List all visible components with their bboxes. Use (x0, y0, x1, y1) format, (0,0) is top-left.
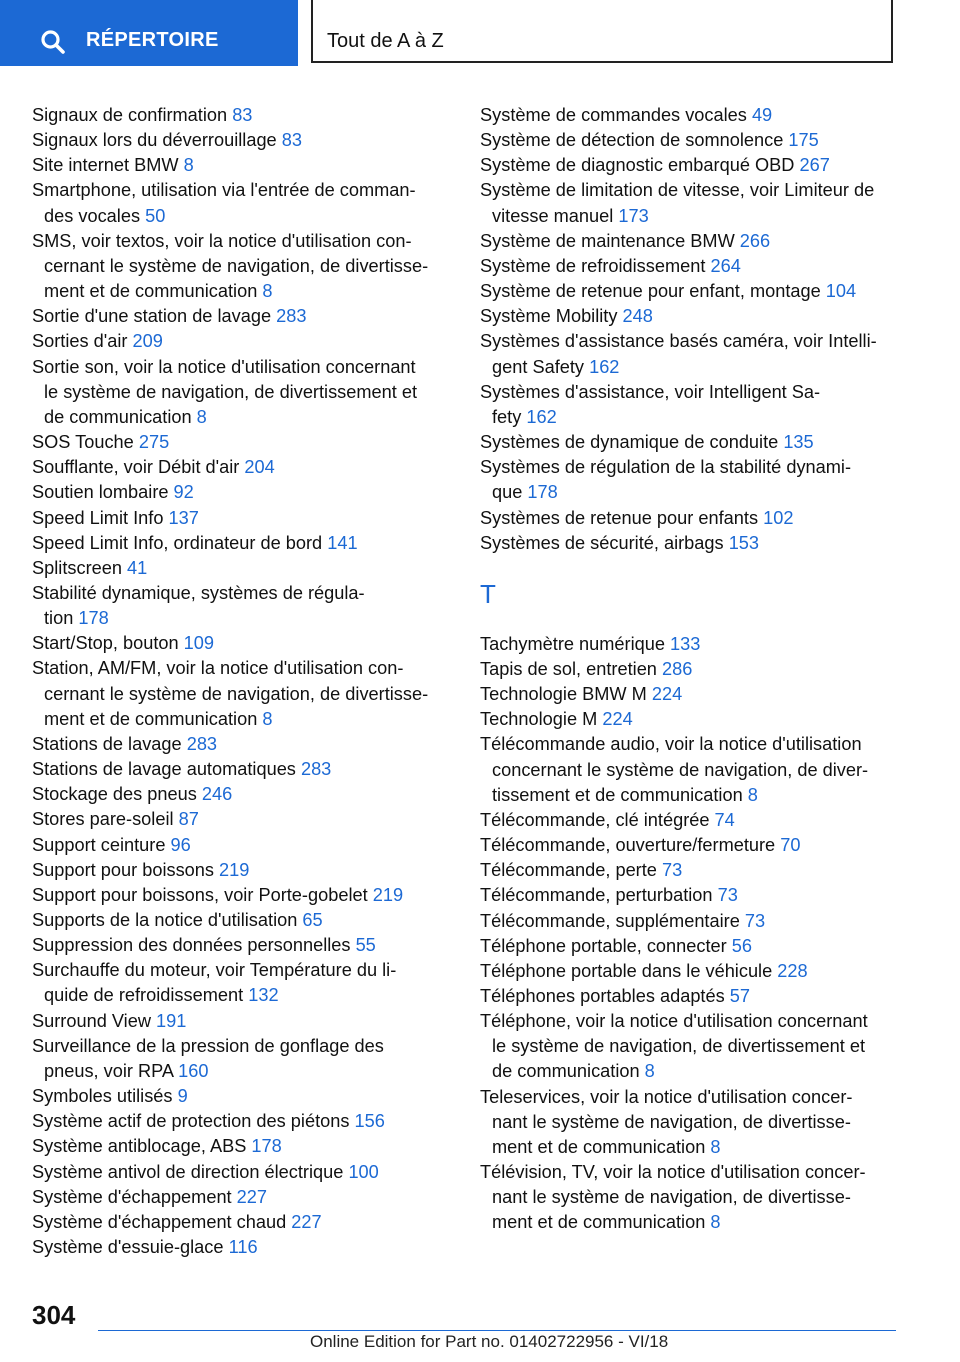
index-entry (32, 1009, 457, 1034)
index-entry (32, 883, 457, 908)
index-entry-text: Télécommande, clé intégrée (480, 809, 715, 830)
index-entry (480, 128, 900, 153)
page-reference-link[interactable]: 9 (177, 1086, 188, 1107)
index-entry (32, 506, 457, 531)
index-entry (32, 1160, 457, 1185)
index-entry-text: Système d'essuie-glace (32, 1237, 229, 1258)
page-reference-link[interactable]: 173 (618, 205, 649, 226)
index-entry-text: Télécommande, perte (480, 860, 662, 881)
index-entry-text: Système d'échappement chaud (32, 1211, 292, 1232)
index-entry-text: Stores pare-soleil (32, 809, 179, 830)
index-entry (32, 103, 457, 128)
index-entry (480, 506, 900, 531)
index-entry-text: Signaux lors du déverrouillage (32, 130, 282, 151)
page-reference-link[interactable]: 74 (714, 809, 735, 830)
page-reference-link[interactable]: 246 (201, 784, 233, 805)
page-reference-link[interactable]: 73 (744, 910, 766, 931)
tab-a-to-z-label: Tout de A à Z (327, 30, 444, 52)
page-reference-link[interactable]: 178 (527, 482, 558, 503)
index-entry (32, 153, 457, 178)
page-reference-link[interactable]: 87 (178, 809, 199, 830)
page-reference-link[interactable]: 283 (186, 733, 218, 754)
index-entry (32, 581, 457, 631)
index-group-s (480, 103, 900, 556)
index-entry (480, 657, 900, 682)
index-entry (32, 178, 457, 228)
index-entry (32, 732, 457, 757)
page-reference-link[interactable]: 228 (777, 960, 808, 981)
page-number: 304 (32, 1300, 76, 1330)
page-reference-link[interactable]: 83 (281, 130, 302, 151)
page-reference-link[interactable]: 50 (145, 205, 166, 226)
index-entry-text: Symboles utilisés (32, 1086, 178, 1107)
top-navigation (0, 0, 960, 68)
index-entry (480, 1160, 900, 1235)
index-entry (480, 808, 900, 833)
tab-repertoire-label: RÉPERTOIRE (86, 29, 219, 51)
index-entry (32, 480, 457, 505)
page-reference-link[interactable]: 227 (291, 1211, 322, 1232)
index-entry (32, 430, 457, 455)
index-entry (480, 909, 900, 934)
index-entry-text: Téléphones portables adaptés (480, 986, 730, 1006)
index-column-right (480, 103, 900, 1236)
page-reference-link[interactable]: 132 (248, 985, 279, 1006)
page-reference-link[interactable]: 162 (589, 356, 620, 377)
page-reference-link[interactable]: 266 (739, 230, 771, 251)
page-reference-link[interactable]: 178 (78, 608, 109, 629)
index-entry-text: Sortie d'une station de lavage (32, 306, 277, 327)
index-entry-text: Système actif de protection des piétons (32, 1111, 355, 1132)
page-reference-link[interactable]: 73 (661, 860, 683, 881)
index-entry (480, 329, 900, 379)
index-entry-text: Soufflante, voir Débit d'air (32, 457, 245, 478)
index-entry-text: Télécommande, perturbation (480, 885, 718, 906)
page-reference-link[interactable]: 92 (173, 482, 194, 503)
index-entry-text: Suppression des données personnelles (32, 935, 356, 956)
page-reference-link[interactable]: 8 (262, 708, 273, 729)
index-entry-text: Station, AM/FM, voir la notice d'utilisation con- cernant le système de navigation, de divertisse- ment et de communication (32, 658, 429, 729)
index-entry (480, 178, 900, 228)
index-entry-text: Support ceinture (32, 834, 171, 855)
index-entry (32, 1185, 457, 1210)
page-reference-link[interactable]: 102 (763, 507, 794, 528)
page-reference-link[interactable]: 56 (731, 935, 752, 956)
index-entry-text: Système de commandes vocales (480, 105, 752, 125)
page-reference-link[interactable]: 267 (799, 155, 830, 176)
index-entry (480, 1085, 900, 1160)
index-entry-text: Systèmes de sécurité, airbags (480, 532, 729, 553)
index-entry (32, 455, 457, 480)
index-entry (480, 304, 900, 329)
page-reference-link[interactable]: 191 (156, 1010, 187, 1031)
index-entry-text: Stations de lavage automatiques (32, 759, 301, 780)
index-entry-text: Technologie BMW M (480, 684, 652, 705)
index-entry-text: Supports de la notice d'utilisation (32, 910, 303, 930)
index-entry (480, 380, 900, 430)
index-entry (32, 1134, 457, 1159)
index-entry (32, 1235, 457, 1260)
index-entry-text: Systèmes d'assistance, voir Intelligent Sa- fety (480, 381, 821, 427)
index-entry (32, 329, 457, 354)
page-reference-link[interactable]: 248 (622, 306, 653, 327)
index-entry-text: Soutien lombaire (32, 482, 174, 503)
index-entry (32, 304, 457, 329)
index-entry (32, 908, 457, 933)
index-entry-text: Support pour boissons, voir Porte-gobelet (32, 884, 373, 905)
tab-repertoire[interactable] (0, 0, 298, 66)
index-entry-text: Support pour boissons (32, 859, 220, 880)
page-reference-link[interactable]: 209 (132, 331, 163, 352)
index-entry (480, 455, 900, 505)
index-entry-text: Teleservices, voir la notice d'utilisation concer- nant le système de navigation, de divertisse- ment et de communication (480, 1086, 853, 1157)
index-entry-text: Surround View (32, 1010, 157, 1031)
page-reference-link[interactable]: 227 (236, 1186, 268, 1207)
index-entry (32, 1210, 457, 1235)
footer-edition-text: Online Edition for Part no. 01402722956 - VI/18 (310, 1332, 669, 1351)
index-entry-text: Systèmes d'assistance basés caméra, voir Intelli- gent Safety (480, 331, 877, 377)
page-reference-link[interactable]: 286 (661, 658, 693, 679)
index-entry (480, 883, 900, 908)
index-entry-text: Surchauffe du moteur, voir Température du li- quide de refroidissement (32, 960, 397, 1006)
index-entry-text: Télécommande, ouverture/fermeture (480, 835, 781, 856)
page-reference-link[interactable]: 109 (183, 633, 215, 654)
page-reference-link[interactable]: 178 (251, 1136, 282, 1157)
index-entry-text: Système de refroidissement (480, 255, 711, 276)
page-reference-link[interactable]: 8 (262, 281, 273, 302)
index-entry (480, 632, 900, 657)
index-column-left (32, 103, 457, 1260)
index-entry-text: Stabilité dynamique, systèmes de régula- tion (32, 582, 365, 629)
page-reference-link[interactable]: 96 (170, 834, 191, 855)
index-entry (32, 355, 457, 430)
index-entry (480, 430, 900, 455)
index-entry-text: Systèmes de régulation de la stabilité dynami- que (480, 457, 852, 503)
page-reference-link[interactable]: 264 (710, 255, 741, 276)
page-reference-link[interactable]: 141 (327, 532, 358, 553)
index-entry (480, 959, 900, 984)
index-entry (32, 656, 457, 731)
index-entry (32, 807, 457, 832)
index-entry-text: Surveillance de la pression de gonflage des pneus, voir RPA (32, 1035, 384, 1081)
index-entry (32, 128, 457, 153)
index-entry-text: SMS, voir textos, voir la notice d'utilisation con- cernant le système de navigation, de divertisse- ment et de communication (32, 230, 429, 302)
index-entry (32, 1034, 457, 1084)
index-entry (32, 1109, 457, 1134)
index-entry (480, 682, 900, 707)
page-reference-link[interactable]: 73 (717, 885, 738, 906)
index-entry-text: Système antivol de direction électrique (32, 1161, 349, 1182)
index-entry (480, 1009, 900, 1084)
index-entry-text: Speed Limit Info, ordinateur de bord (32, 532, 328, 553)
index-entry-text: Système antiblocage, ABS (32, 1136, 252, 1157)
index-entry-text: Sortie son, voir la notice d'utilisation concernant le système de navigation, de divertissement et de communication (32, 356, 418, 427)
page-reference-link[interactable]: 8 (710, 1136, 721, 1157)
page-reference-link[interactable]: 175 (788, 130, 819, 151)
page-reference-link[interactable]: 55 (355, 935, 376, 956)
page-reference-link[interactable]: 137 (168, 507, 199, 528)
index-entry (480, 531, 900, 556)
page-reference-link[interactable]: 224 (602, 709, 633, 730)
index-entry-text: Tapis de sol, entretien (480, 658, 662, 679)
index-entry-text: Téléphone, voir la notice d'utilisation concernant le système de navigation, de divertissement et de communication (480, 1011, 868, 1082)
page-reference-link[interactable]: 8 (183, 155, 194, 176)
index-entry (32, 1084, 457, 1109)
page-reference-link[interactable]: 204 (244, 457, 275, 478)
index-entry-text: Start/Stop, bouton (32, 633, 184, 654)
index-entry (480, 934, 900, 959)
index-entry (480, 858, 900, 883)
page-reference-link[interactable]: 133 (670, 633, 701, 654)
index-entry-text: Stations de lavage (32, 733, 187, 754)
page-reference-link[interactable]: 8 (747, 784, 758, 805)
index-entry (32, 933, 457, 958)
page-reference-link[interactable]: 8 (710, 1212, 721, 1233)
index-entry (480, 229, 900, 254)
page-reference-link[interactable]: 104 (825, 281, 857, 302)
page-reference-link[interactable]: 135 (783, 432, 814, 453)
index-entry-text: Smartphone, utilisation via l'entrée de comman- des vocales (32, 180, 416, 226)
page-reference-link[interactable]: 65 (302, 910, 323, 930)
index-entry (32, 958, 457, 1008)
page-reference-link[interactable]: 100 (348, 1161, 379, 1182)
index-entry-text: SOS Touche (32, 432, 139, 453)
index-entry (32, 531, 457, 556)
index-entry-text: Téléphone portable, connecter (480, 935, 732, 956)
index-entry-text: Système de détection de somnolence (480, 130, 789, 151)
tab-a-to-z[interactable] (311, 0, 893, 63)
index-entry (32, 833, 457, 858)
page-reference-link[interactable]: 70 (780, 835, 801, 856)
index-entry-text: Speed Limit Info (32, 507, 169, 528)
page-reference-link[interactable]: 275 (138, 432, 170, 453)
page-reference-link[interactable]: 156 (354, 1111, 385, 1132)
index-entry (32, 757, 457, 782)
index-entry (480, 254, 900, 279)
index-entry-text: Signaux de confirmation (32, 105, 233, 125)
index-entry-text: Télécommande, supplémentaire (480, 910, 745, 931)
index-entry (32, 782, 457, 807)
index-entry (480, 279, 900, 304)
index-entry (480, 732, 900, 807)
index-entry-text: Tachymètre numérique (480, 633, 671, 654)
index-entry-text: Téléphone portable dans le véhicule (480, 960, 778, 981)
index-entry-text: Système de retenue pour enfant, montage (480, 281, 826, 302)
search-icon (40, 29, 66, 55)
page-reference-link[interactable]: 224 (651, 684, 683, 705)
index-entry (32, 556, 457, 581)
index-group-t (480, 632, 900, 1236)
index-entry (480, 103, 900, 128)
page-reference-link[interactable]: 116 (228, 1237, 258, 1258)
index-entry-text: Système d'échappement (32, 1186, 237, 1207)
page-reference-link[interactable]: 219 (219, 859, 250, 880)
page-reference-link[interactable]: 49 (751, 105, 773, 125)
page-reference-link[interactable]: 83 (232, 105, 253, 125)
index-entry-text: Système de maintenance BMW (480, 230, 740, 251)
index-entry-text: Sorties d'air (32, 331, 133, 352)
index-entry-text: Télévision, TV, voir la notice d'utilisation concer- nant le système de navigation, de divertisse- ment et de communication (480, 1162, 866, 1233)
page-reference-link[interactable]: 57 (729, 986, 750, 1006)
index-entry (32, 858, 457, 883)
index-entry (480, 833, 900, 858)
index-entry-text: Télécommande audio, voir la notice d'utilisation concernant le système de navigation, de diver- tissement et de communication (480, 734, 869, 805)
index-entry-text: Système de limitation de vitesse, voir Limiteur de vitesse manuel (480, 180, 875, 226)
index-entry-text: Technologie M (480, 709, 603, 730)
index-entry (480, 153, 900, 178)
page-reference-link[interactable]: 153 (728, 532, 760, 553)
index-entry (480, 984, 900, 1009)
page-reference-link[interactable]: 283 (300, 759, 332, 780)
index-entry (32, 229, 457, 304)
index-entry-text: Système Mobility (480, 306, 623, 327)
index-entry-text: Splitscreen (32, 557, 128, 578)
index-entry (32, 631, 457, 656)
page-reference-link[interactable]: 162 (526, 406, 557, 427)
index-entry-text: Systèmes de retenue pour enfants (480, 507, 764, 528)
section-letter-t: T (480, 578, 496, 609)
page-reference-link[interactable]: 283 (276, 306, 307, 327)
footer-divider (98, 1330, 896, 1331)
page-reference-link[interactable]: 41 (127, 557, 148, 578)
index-entry-text: Site internet BMW (32, 155, 184, 176)
index-entry-text: Système de diagnostic embarqué OBD (480, 155, 800, 176)
page-reference-link[interactable]: 219 (372, 884, 404, 905)
page-reference-link[interactable]: 8 (644, 1061, 655, 1082)
index-entry-text: Stockage des pneus (32, 784, 202, 805)
index-entry-text: Systèmes de dynamique de conduite (480, 432, 784, 453)
index-entry (480, 707, 900, 732)
page-reference-link[interactable]: 160 (178, 1060, 209, 1081)
page-reference-link[interactable]: 8 (196, 406, 207, 427)
